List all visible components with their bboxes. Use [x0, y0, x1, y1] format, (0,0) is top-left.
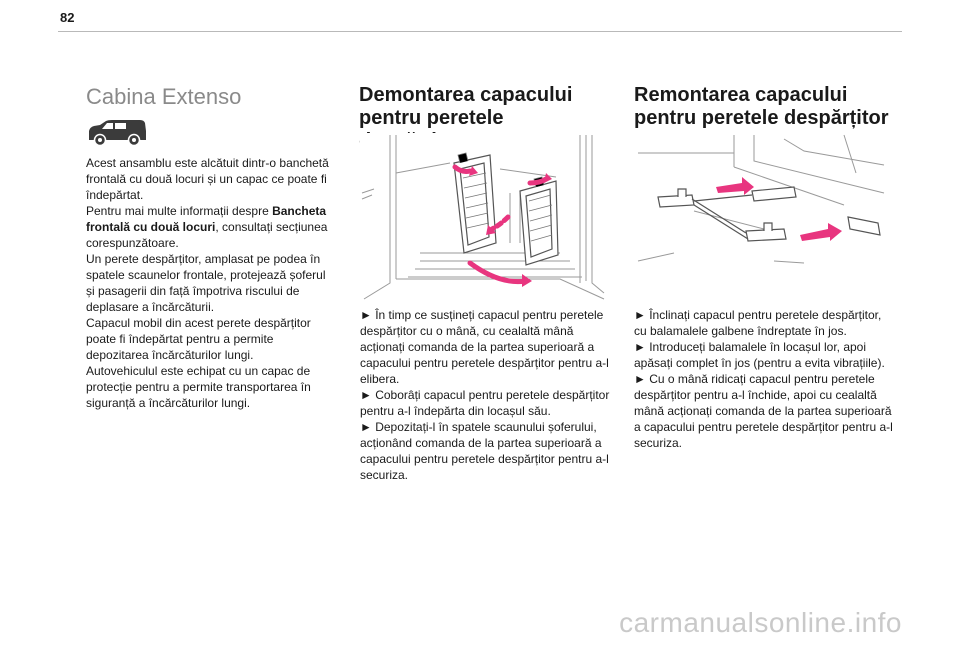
protection-paragraph: Autovehiculul este echipat cu un capac de protecție pentru a permite transportarea în siguranță a încărcăturilor lungi. [86, 364, 311, 410]
removal-step-3: ► Depozitați-l în spatele scaunului șoferului, acționând comanda de la partea superioară a capacului pentru peretele despărțitor pentru a-l securiza. [360, 420, 609, 482]
van-icon [86, 119, 148, 147]
section-title-demontare: Demontarea capacului pentru peretele despărțitor [359, 84, 573, 152]
partition-paragraph: Un perete despărțitor, amplasat pe podea în spatele scaunelor frontale, protejează șoferul și pasagerii din față împotriva riscului de deplasare a încărcăturii. [86, 252, 326, 314]
refit-step-3: ► Cu o mână ridicați capacul pentru peretele despărțitor pentru a-l închide, apoi cu cealaltă mână acționați comanda de la partea superioară a capacului pentru peretele despărțitor pentru a-l securiza. [634, 372, 893, 450]
section-title-cabina-extenso: Cabina Extenso [86, 84, 242, 109]
header-divider [58, 31, 902, 32]
removal-steps [360, 307, 610, 483]
reference-text-before: Pentru mai multe informații despre [86, 204, 273, 218]
reference-paragraph [86, 203, 336, 251]
refit-illustration [634, 133, 886, 271]
refit-steps [634, 307, 894, 451]
removal-step-2: ► Coborâți capacul pentru peretele despărțitor pentru a-l îndepărta din locașul său. [360, 388, 610, 418]
removal-illustration [360, 133, 606, 301]
cover-paragraph: Capacul mobil din acest perete despărțitor poate fi îndepărtat pentru a permite depozitarea încărcăturilor lungi. [86, 316, 311, 362]
intro-text-block [86, 155, 336, 411]
watermark: carmanualsonline.info [619, 607, 902, 638]
refit-step-1: ► Înclinați capacul pentru peretele despărțitor, cu balamalele galbene îndreptate în jos. [634, 308, 882, 338]
reference-bold-link: Bancheta frontală cu două locuri [86, 204, 327, 234]
refit-step-2: ► Introduceți balamalele în locașul lor, apoi apăsați complet în jos (pentru a evita vibrațiile). [634, 340, 885, 370]
page-number: 82 [60, 10, 75, 25]
reference-text-after: , consultați secțiunea corespunzătoare. [86, 220, 328, 250]
section-title-remontare: Remontarea capacului pentru peretele despărțitor [634, 84, 889, 129]
removal-step-1: ► În timp ce susțineți capacul pentru peretele despărțitor cu o mână, cu cealaltă mână acționați comanda de la partea superioară a capacului pentru peretele despărțitor pentru a-l elibera. [360, 308, 609, 386]
intro-paragraph: Acest ansamblu este alcătuit dintr-o banchetă frontală cu două locuri și un capac ce poate fi îndepărtat. [86, 156, 329, 202]
